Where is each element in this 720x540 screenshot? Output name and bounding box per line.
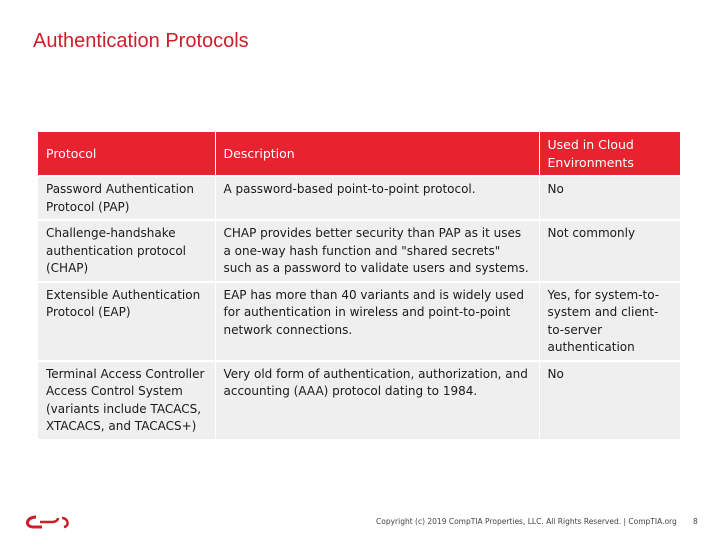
slide-title: Authentication Protocols [33,30,249,52]
cell-description: A password-based point-to-point protocol. [215,176,539,220]
cell-protocol: Extensible Authentication Protocol (EAP) [38,282,215,361]
cell-protocol: Password Authentication Protocol (PAP) [38,176,215,220]
cell-description: Very old form of authentication, authorization, and accounting (AAA) protocol dating to 1984. [215,361,539,439]
cell-cloud: Not commonly [539,220,680,282]
table-header-row [38,132,680,176]
cell-protocol: Terminal Access Controller Access Control System (variants include TACACS, XTACACS, and TACACS+) [38,361,215,439]
footer-copyright: Copyright (c) 2019 CompTIA Properties, LLC. All Rights Reserved. | CompTIA.org [376,517,677,526]
protocols-table [38,132,680,439]
cell-description: CHAP provides better security than PAP as it uses a one-way hash function and "shared secrets" such as a password to validate users and systems. [215,220,539,282]
header-cloud: Used in Cloud Environments [539,132,680,176]
page-number: 8 [693,517,698,526]
cell-cloud: No [539,361,680,439]
table-row [38,220,680,282]
cell-description: EAP has more than 40 variants and is widely used for authentication in wireless and point-to-point network connections. [215,282,539,361]
table-row [38,282,680,361]
cell-cloud: No [539,176,680,220]
table-row [38,176,680,220]
top-bar [0,0,720,6]
comptia-logo-icon [22,514,72,530]
table-row [38,361,680,439]
cell-cloud: Yes, for system-to-system and client-to-server authentication [539,282,680,361]
cell-protocol: Challenge-handshake authentication protocol (CHAP) [38,220,215,282]
header-description: Description [215,132,539,176]
header-protocol: Protocol [38,132,215,176]
